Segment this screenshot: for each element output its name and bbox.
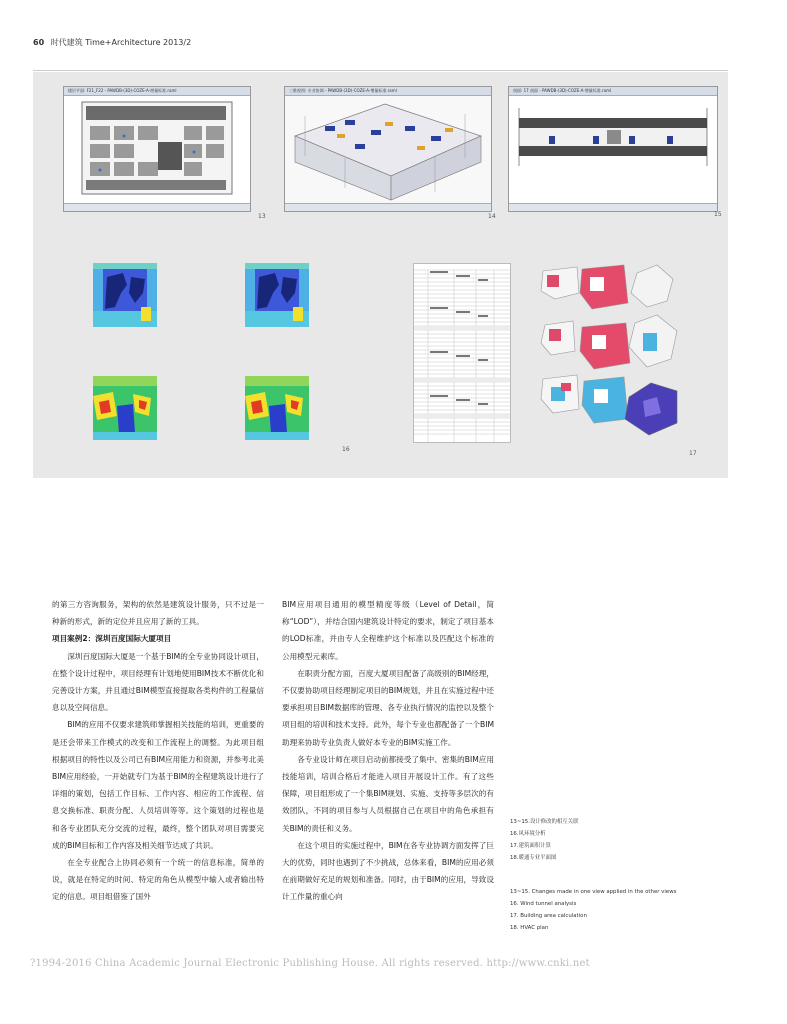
wind-analysis-plan-2: [245, 263, 309, 327]
figure-16-number: 16: [342, 446, 350, 453]
figure-13-window-title: 楼层平面: F21_F22 - PAWDB-(3D)-COZE-A-增量标准.raml: [64, 87, 250, 96]
journal-title: 时代建筑 Time+Architecture 2013/2: [50, 38, 192, 47]
paragraph: BIM的应用不仅要求建筑师掌握相关技能的培训，更重要的是还会带来工作模式的改变和工作流程上的调整。为此项目组根据项目的特性以及公司已有BIM应用能力和资源，并参考北美BIM应用经验，一开始就专门为基于BIM的全程建筑设计进行了详细的策划，包括工作目标、工作内容、相应的工作流程、信息交换标准、职责分配、人员培训等等。这个策划的过程也是和各专业团队充分交流的过程，最终，整个团队对项目需要完成的BIM目标和工作内容及相关细节达成了共识。: [52, 720, 264, 850]
figure-15-status-bar: [509, 203, 717, 211]
body-column-left: [52, 596, 264, 906]
captions-english: [510, 886, 676, 934]
header-rule: [33, 70, 728, 71]
caption-en: 13~15. Changes made in one view applied in the other views: [510, 889, 677, 895]
wind-analysis-plan-1: [93, 263, 157, 327]
figure-15-number: 15: [714, 211, 722, 218]
paragraph: 在这个项目的实施过程中，BIM在各专业协调方面发挥了巨大的优势，同时也遇到了不少挑战，总体来看，BIM的应用必须在前期做好充足的规划和准备。同时，由于BIM的应用，导致设计工作量的重心向: [282, 840, 494, 902]
area-diagram-column-3: [617, 263, 687, 443]
wind-analysis-plan-4: [245, 376, 309, 440]
figure-14-status-bar: [285, 203, 491, 211]
paragraph: 在职责分配方面，百度大厦项目配备了高级别的BIM经理，不仅要协助项目经理制定项目的BIM规划，并且在实施过程中还要承担项目BIM数据库的管理、各专业执行情况的监控以及整个项目组的培训和技术支持。此外，每个专业也都配备了一个BIM助理来协助专业负责人做好本专业的BIM实施工作。: [282, 668, 494, 747]
caption-cn: 17.建筑面积计算: [510, 843, 551, 849]
copyright-footer: ?1994-2016 China Academic Journal Electronic Publishing House. All rights reserved. http://www.cnki.net: [30, 958, 590, 969]
figure-14-3d-view-screenshot: [284, 86, 492, 212]
area-calculation-table: [413, 263, 511, 443]
figure-13-floor-plan-screenshot: [63, 86, 251, 212]
figure-17-number: 17: [689, 450, 697, 457]
figure-15-section-screenshot: [508, 86, 718, 212]
caption-en: 18. HVAC plan: [510, 925, 549, 931]
captions-chinese: [510, 816, 578, 864]
area-table-grid: [414, 264, 510, 442]
figure-13-number: 13: [258, 213, 266, 220]
figure-13-status-bar: [64, 203, 250, 211]
figure-14-window-title: 三维视图: 专业协调 - PAWDB-(3D)-COZE-A-增量标准.raml: [285, 87, 491, 96]
floor-plan-drawing: [64, 96, 250, 204]
figure-14-number: 14: [488, 213, 496, 220]
caption-cn: 13~15.设计修改的相互关联: [510, 819, 579, 825]
caption-cn: 18.暖通专业平面图: [510, 855, 557, 861]
continued-paragraph: 的第三方咨询服务，架构的依然是建筑设计服务，只不过是一种新的形式，新的定位并且应用了新的工具。: [52, 600, 264, 627]
paragraph: 深圳百度国际大厦是一个基于BIM的全专业协同设计项目，在整个设计过程中，项目经理有计划地使用BIM技术不断优化和完善设计方案，并且通过BIM模型直接提取各类构件的工程量信息以及空间信息。: [52, 651, 264, 713]
running-header: [33, 37, 191, 48]
wind-analysis-plan-3: [93, 376, 157, 440]
body-column-right: [282, 596, 494, 906]
paragraph: 在全专业配合上协同必须有一个统一的信息标准，简单的说，就是在特定的时间、特定的角色从模型中输入或者输出特定的信息。项目组借鉴了国外: [52, 858, 264, 902]
section-heading: 项目案例2：深圳百度国际大厦项目: [52, 634, 172, 644]
isometric-model-drawing: [285, 96, 491, 204]
section-drawing: [509, 96, 717, 204]
continued-paragraph: BIM应用项目通用的模型精度等级（Level of Detail，简称“LOD”），并结合国内建筑设计特定的要求，制定了项目基本的LOD标准，并由专人全程维护这个标准以及匹配这个标准的公用模型元素库。: [282, 600, 494, 661]
caption-en: 17. Building area calculation: [510, 913, 587, 919]
caption-en: 16. Wind tunnel analysis: [510, 901, 577, 907]
page-number: 60: [33, 38, 45, 47]
caption-cn: 16.风环境分析: [510, 831, 546, 837]
paragraph: 各专业设计师在项目启动前都接受了集中、密集的BIM应用技能培训，培训合格后才能进入项目开展设计工作。有了这些保障，项目组形成了一个集BIM规划、实施、支持等多层次的有效团队，不同的项目参与人员根据自己在项目中的角色承担有关BIM的责任和义务。: [282, 754, 494, 833]
figure-15-window-title: 剖面: 17 剖面 - PAWDB-(3D)-COZE-A-增量标准.raml: [509, 87, 717, 96]
